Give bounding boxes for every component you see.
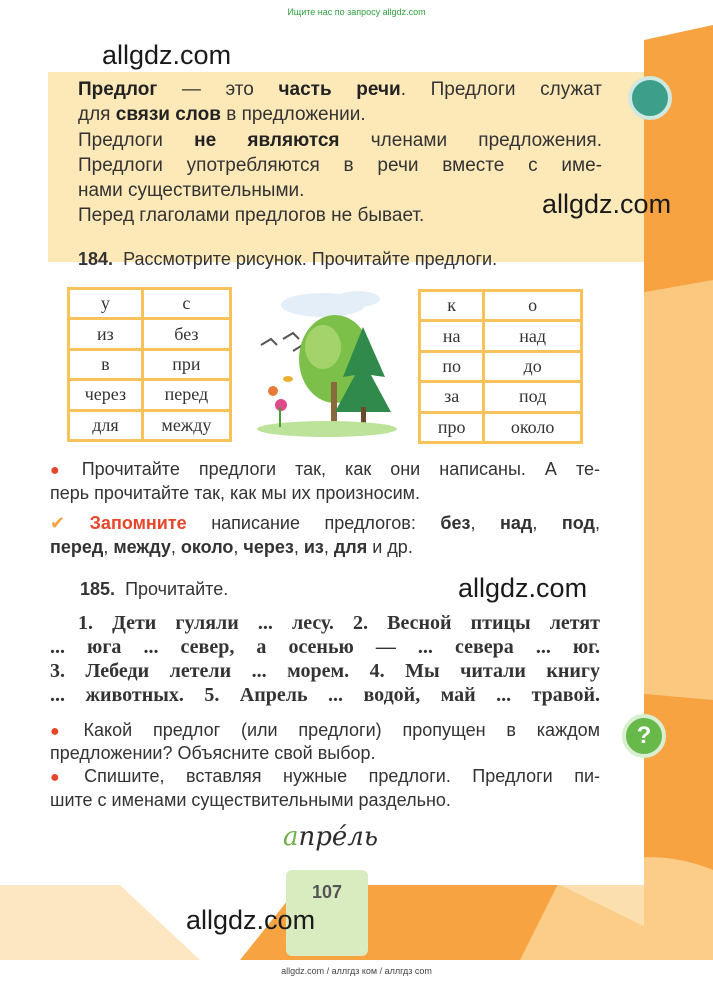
table-cell: около [484,412,582,442]
rule-line-4: Предлоги употребляются в речи вместе с име- [78,155,602,176]
exercise-185-sentence-line-1: 1. Дети гуляли ... лесу. 2. Весной птицы летят [78,612,600,634]
table-row [420,412,582,442]
table-cell: под [484,382,582,412]
exercise-185-sentence-line-2: ... юга ... север, а осенью — ... севера ... юг. [50,636,600,658]
exercise-184-task-cont: перь прочитайте так, как мы их произносим. [50,483,421,503]
top-link[interactable]: Ищите нас по запросу allgdz.com [287,7,426,17]
table-cell: над [484,321,582,351]
exercise-185-sentence-line-4: ... животных. 5. Апрель ... водой, май ... травой. [50,684,600,706]
exercise-184-task: ● Прочитайте предлоги так, как они написаны. А те- [50,459,600,479]
owl-icon [628,76,672,120]
rule-line-5: нами существительными. [78,180,305,201]
table-cell: для [69,410,143,440]
remember-line-2: перед, между, около, через, из, для и др. [50,537,413,557]
question-icon: ? [622,714,666,758]
table-row [69,380,231,410]
table-cell: перед [142,380,230,410]
watermark: allgdz.com [102,40,232,70]
table-cell: за [420,382,484,412]
table-row [69,319,231,349]
vocabulary-word: апре́ль [283,822,379,852]
rule-line-6: Перед глаголами предлогов не бывает. [78,205,425,226]
rule-box [48,72,644,262]
table-cell: при [142,349,230,379]
table-cell: между [142,410,230,440]
table-cell: по [420,351,484,381]
table-row [420,351,582,381]
table-cell: на [420,321,484,351]
nature-illustration [253,287,401,439]
table-cell: про [420,412,484,442]
bottom-links[interactable]: allgdz.com / аллгдз ком / аллгдз com [281,966,432,976]
exercise-185-sentence-line-3: 3. Лебеди летели ... морем. 4. Мы читали книгу [50,660,600,682]
remember-icon: ✔ [50,513,66,533]
rule-line-1: Предлог — это часть речи. Предлоги служат [78,79,602,100]
exercise-185-question-1-cont: предложении? Объясните свой выбор. [50,743,376,763]
exercise-185-heading: 185. Прочитайте. [80,579,229,599]
page-number: 107 [311,882,343,902]
bullet-icon: ● [50,462,74,479]
table-cell: в [69,349,143,379]
exercise-185-question-2-cont: шите с именами существительными раздельно. [50,790,451,810]
table-cell: до [484,351,582,381]
remember-line-1: ✔ Запомните написание предлогов: без, над, под, [50,513,600,533]
table-row [69,289,231,319]
textbook-page [48,28,644,885]
table-cell: о [484,291,582,321]
bullet-icon: ● [50,723,76,740]
table-cell: с [142,289,230,319]
watermark: allgdz.com [186,905,316,935]
table-row [420,291,582,321]
rule-line-3: Предлоги не являются членами предложения. [78,130,602,151]
exercise-185-question-2: ● Спишите, вставляя нужные предлоги. Предлоги пи- [50,766,600,786]
table-row [420,382,582,412]
table-row [420,321,582,351]
table-cell: у [69,289,143,319]
table-row [69,410,231,440]
table-cell: из [69,319,143,349]
table-row [69,349,231,379]
table-cell: через [69,380,143,410]
exercise-184-heading: 184. Рассмотрите рисунок. Прочитайте предлоги. [78,249,498,269]
prepositions-table-left [67,287,232,442]
exercise-185-question-1: ● Какой предлог (или предлоги) пропущен в каждом [50,720,600,740]
watermark: allgdz.com [458,573,588,603]
bullet-icon: ● [50,769,77,786]
watermark: allgdz.com [542,189,672,219]
table-cell: без [142,319,230,349]
table-cell: к [420,291,484,321]
prepositions-table-right [418,289,583,444]
rule-line-2: для связи слов в предложении. [78,104,366,125]
